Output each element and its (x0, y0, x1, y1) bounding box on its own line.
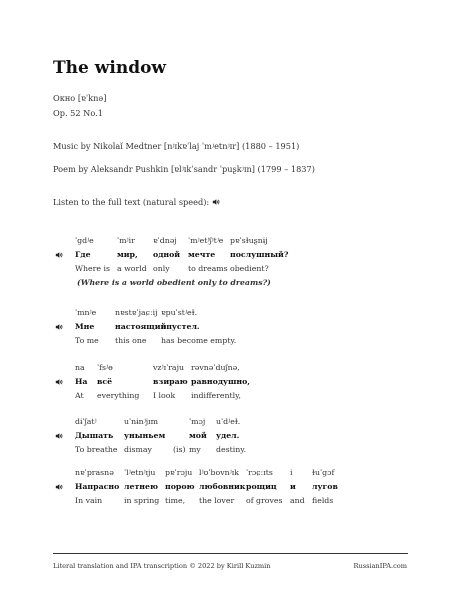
english-gloss: indifferently, (191, 391, 241, 400)
opus-number: Op. 52 No.1 (53, 108, 103, 118)
english-gloss: this one (115, 336, 147, 345)
english-gloss: destiny. (216, 445, 247, 454)
russian-word: настоящий (115, 322, 167, 331)
english-gloss: In vain (75, 496, 103, 505)
poem-line (0, 236, 464, 296)
english-gloss: the lover (199, 496, 235, 505)
russian-word: летнею (124, 482, 158, 491)
speaker-icon[interactable] (55, 251, 63, 259)
ipa-transcription: ˈfsʲɵ (97, 363, 113, 372)
ipa-transcription: i (290, 468, 293, 477)
ipa-transcription: ˈmnʲe (75, 308, 97, 317)
ipa-transcription: na (75, 363, 85, 372)
poem-line (0, 468, 464, 528)
english-gloss: everything (97, 391, 140, 400)
ipa-transcription: ɫuˈgɔf (312, 468, 335, 477)
russian-word: рощиц (246, 482, 277, 491)
listen-label: Listen to the full text (natural speed): (53, 197, 210, 207)
ipa-transcription: lʲʊˈbovnʲɪk (199, 468, 239, 477)
english-gloss: time, (165, 496, 186, 505)
russian-word: удел. (216, 431, 240, 440)
english-gloss: in spring (124, 496, 160, 505)
music-credit: Music by Nikolaĭ Medtner [nʲɪkɐˈlaj ˈmʲetnʲɪr] (1880 – 1951) (53, 141, 300, 151)
english-gloss: I look (153, 391, 176, 400)
english-gloss: to dreams (188, 264, 228, 273)
speaker-icon[interactable] (55, 378, 63, 386)
russian-word: всё (97, 377, 113, 386)
original-title: Окно [ɐˈknə] (53, 93, 107, 103)
ipa-transcription: ˈrɔɕːɪts (246, 468, 273, 477)
ipa-transcription: pɐˈrɔju (165, 468, 193, 477)
russian-word: Дышать (75, 431, 114, 440)
russian-word: Мне (75, 322, 95, 331)
line-translation-note: (Where is a world obedient only to dreams?) (77, 278, 271, 287)
russian-word: опустел. (161, 322, 200, 331)
listen-full-text (53, 197, 220, 207)
footer-copyright: Literal translation and IPA transcription © 2022 by Kirill Kuzmin (53, 562, 271, 570)
footer-site: RussianIPA.com (353, 562, 407, 570)
russian-word: любовник (199, 482, 246, 491)
speaker-icon[interactable] (55, 483, 63, 491)
russian-word: лугов (312, 482, 338, 491)
english-gloss: To breathe (75, 445, 118, 454)
russian-word: мечте (188, 250, 216, 259)
ipa-transcription: dɨˈʃatʲ (75, 417, 97, 426)
ipa-transcription: ˈlʲetnʲɪju (124, 468, 156, 477)
english-gloss: Where is (75, 264, 110, 273)
ipa-transcription: ɐpuˈstʲeɫ. (161, 308, 198, 317)
ipa-transcription: ˈmɔj (189, 417, 206, 426)
ipa-transcription: ˈgdʲe (75, 236, 94, 245)
russian-word: взираю (153, 377, 188, 386)
russian-word: равнодушно, (191, 377, 251, 386)
russian-word: одной (153, 250, 181, 259)
ipa-transcription: ɐˈdnəj (153, 236, 177, 245)
english-gloss: my (189, 445, 201, 454)
ipa-transcription: nɐstɐˈjaɕːij (115, 308, 158, 317)
english-gloss: of groves (246, 496, 283, 505)
ipa-transcription: vzʲɪˈraju (153, 363, 185, 372)
russian-word: Где (75, 250, 91, 259)
ipa-transcription: uˈdʲeɫ. (216, 417, 241, 426)
english-gloss: a world (117, 264, 147, 273)
english-gloss: and (290, 496, 305, 505)
russian-word: порою (165, 482, 195, 491)
ipa-transcription: ˈmʲir (117, 236, 135, 245)
russian-word: На (75, 377, 88, 386)
poem-line (0, 363, 464, 423)
english-gloss: obedient? (230, 264, 269, 273)
ipa-transcription: pɐˈsɫuʂnɨj (230, 236, 268, 245)
russian-word: мир, (117, 250, 138, 259)
speaker-icon[interactable] (55, 323, 63, 331)
english-gloss: has become empty. (161, 336, 237, 345)
footer-divider (53, 553, 408, 554)
ipa-transcription: uˈnɨnʲjɪm (124, 417, 159, 426)
poem-line (0, 308, 464, 368)
english-gloss: To me (75, 336, 99, 345)
ipa-transcription: rəvnəˈduʃnə, (191, 363, 240, 372)
russian-word: и (290, 482, 296, 491)
english-gloss: dismay (124, 445, 152, 454)
russian-word: послушный? (230, 250, 289, 259)
speaker-icon[interactable] (212, 198, 220, 206)
page-title: The window (53, 58, 167, 78)
english-gloss: (is) (173, 445, 186, 454)
english-gloss: only (153, 264, 170, 273)
english-gloss: At (75, 391, 84, 400)
russian-word: мой (189, 431, 207, 440)
russian-word: Напрасно (75, 482, 120, 491)
russian-word: уныньем (124, 431, 166, 440)
ipa-transcription: nɐˈprasnə (75, 468, 114, 477)
speaker-icon[interactable] (55, 432, 63, 440)
ipa-transcription: ˈmʲetʲʃʲtʲe (188, 236, 224, 245)
english-gloss: fields (312, 496, 334, 505)
poem-credit: Poem by Aleksandr Pushkin [ɐlʲɪkˈsandr ˈpuʂkʲɪn] (1799 – 1837) (53, 164, 315, 174)
